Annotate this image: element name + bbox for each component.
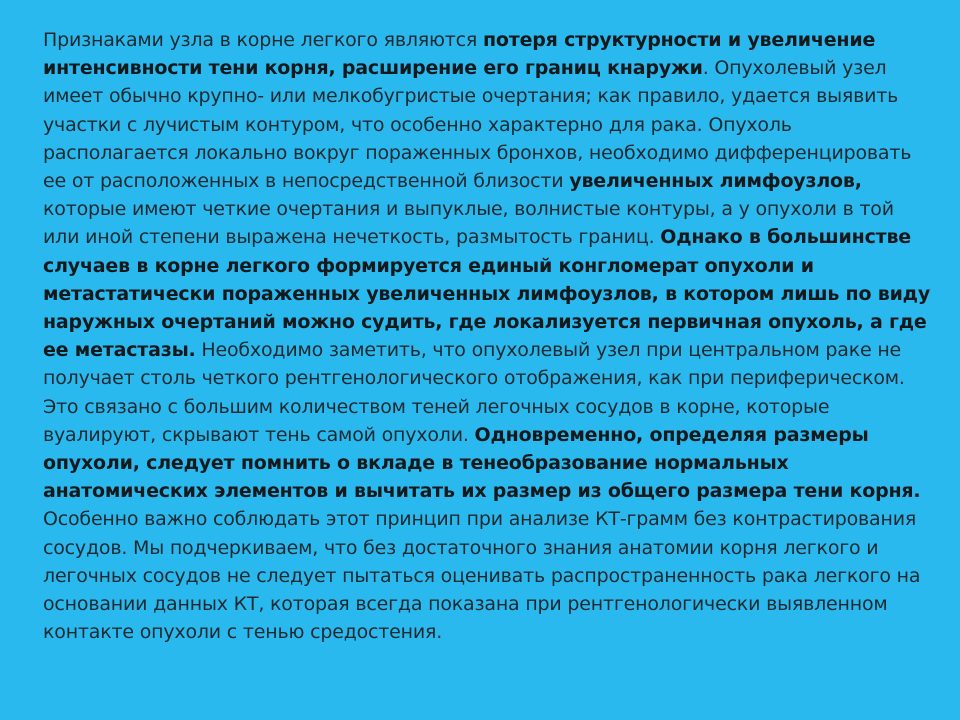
text-segment: которые имеют четкие очертания и выпуклые, волнистые контуры, а у опухоли в той или иной степени выражена нечеткость, размытость границ. — [43, 198, 894, 249]
text-segment: . Опухолевый узел имеет обычно крупно- или мелкобугристые очертания; как правило, удается выявить участки с лучистым контуром, что особенно характерно для рака. Опухоль располагается локально вокруг пораженных бронхов, необходимо дифференцировать ее от расположенных в непосредственной близости — [43, 57, 912, 193]
text-segment: Признаками узла в корне легкого являются — [43, 29, 483, 51]
bold-text-segment: Одновременно, определяя размеры опухоли, следует помнить о вкладе в тенеобразование нормальных анатомических элементов и вычитать их размер из общего размера тени корня. — [43, 423, 921, 503]
bold-text-segment: увеличенных лимфоузлов, — [569, 170, 862, 193]
text-segment: Необходимо заметить, что опухолевый узел при центральном раке не получает столь четкого рентгенологического отображения, как при периферическом. Это связано с большим количеством теней легочных сосудов в корне, которые вуалируют, скрывают тень самой опухоли. — [43, 339, 905, 446]
text-segment: Особенно важно соблюдать этот принцип при анализе КТ-грамм без контрастирования сосудов. Мы подчеркиваем, что без достаточного знания анатомии корня легкого и легочных сосудов не следует пытаться оценивать распространенность рака легкого на основании данных КТ, которая всегда показана при рентгенологически выявленном контакте опухоли с тенью средостения. — [43, 508, 921, 644]
bold-text-segment: потеря структурности и увеличение интенсивности тени корня, расширение его границ кнаружи — [43, 29, 876, 80]
bold-text-segment: Однако в большинстве случаев в корне легкого формируется единый конгломерат опухоли и метастатически пораженных увеличенных лимфоузлов, в котором лишь по виду наружных очертаний можно судить, где локализуется первичная опухоль, а где ее метастазы. — [43, 226, 931, 362]
body-paragraph — [43, 26, 933, 646]
